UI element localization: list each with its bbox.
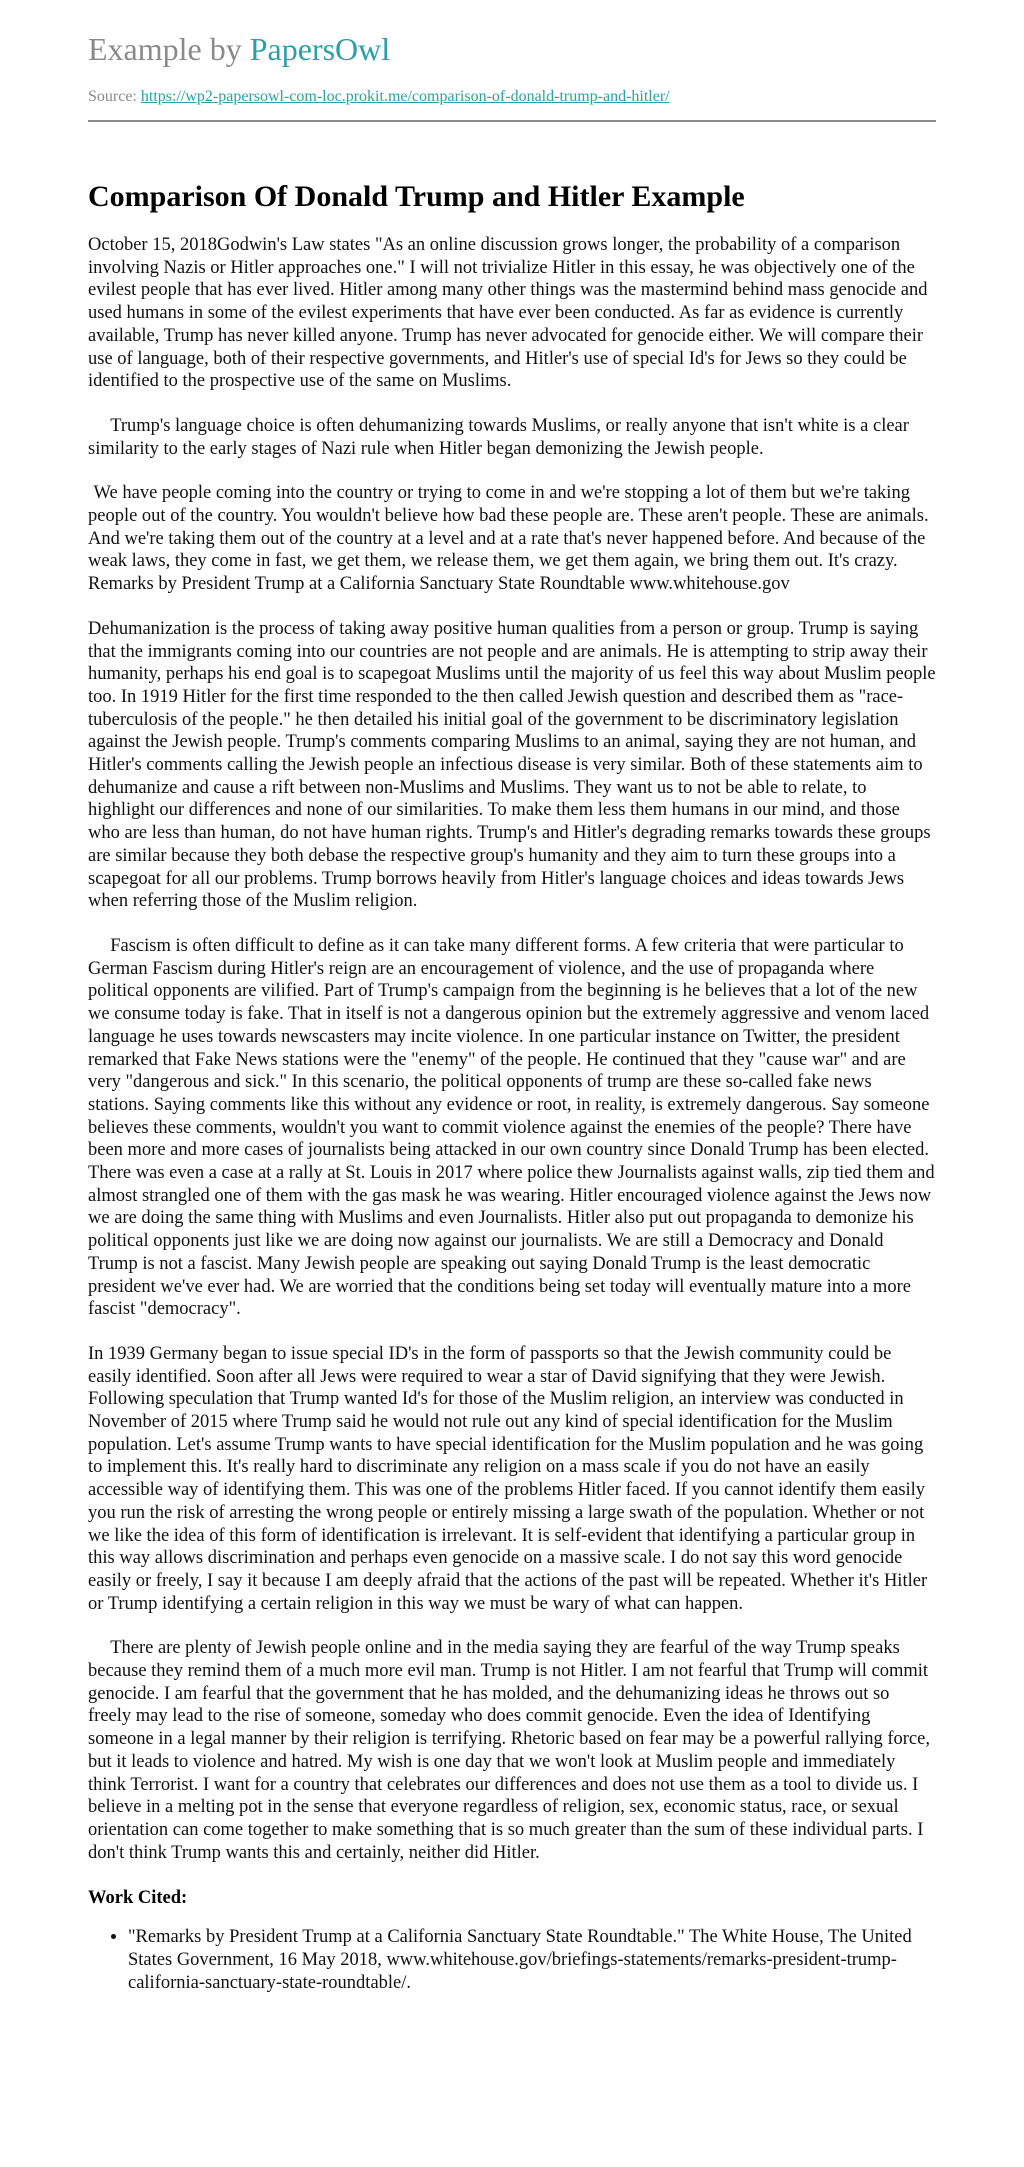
article-title: Comparison Of Donald Trump and Hitler Example bbox=[88, 180, 745, 213]
works-cited-list bbox=[88, 1926, 936, 1994]
paragraph-intro: October 15, 2018Godwin's Law states "As an online discussion grows longer, the probability of a comparison involving Nazis or Hitler approaches one." I will not trivialize Hitler in this essay, he was objectively one of the evilest people that has ever lived. Hitler among many other things was the mastermind behind mass genocide and used humans in some of the evilest experiments that have ever been conducted. As far as evidence is currently available, Trump has never killed anyone. Trump has never advocated for genocide either. We will compare their use of language, both of their respective governments, and Hitler's use of special Id's for Jews so they could be identified to the prospective use of the same on Muslims. bbox=[88, 235, 928, 392]
brand-header bbox=[88, 26, 936, 72]
brand-name[interactable]: PapersOwl bbox=[249, 31, 391, 67]
source-line bbox=[88, 86, 936, 108]
paragraph-fascism: Fascism is often difficult to define as it can take many different forms. A few criteria that were particular to German Fascism during Hitler's reign are an encouragement of violence, and the use of propaganda where political opponents are vilified. Part of Trump's campaign from the beginning is he believes that a lot of the new we consume today is fake. That in itself is not a dangerous opinion but the extremely aggressive and venom laced language he uses towards newscasters may incite violence. In one particular instance on Twitter, the president remarked that Fake News stations were the "enemy" of the people. He continued that they "cause war" and are very "dangerous and sick." In this scenario, the political opponents of trump are these so-called fake news stations. Saying comments like this without any evidence or root, in reality, is extremely dangerous. Say someone believes these comments, wouldn't you want to commit violence against the enemies of the people? There have been more and more cases of journalists being attacked in our own country since Donald Trump has been elected. There was even a case at a rally at St. Louis in 2017 where police thew Journalists against walls, zip tied them and almost strangled one of them with the gas mask he was wearing. Hitler encouraged violence against the Jews now we are doing the same thing with Muslims and even Journalists. Hitler also put out propaganda to demonize his political opponents just like we are doing now against our journalists. We are still a Democracy and Donald Trump is not a fascist. Many Jewish people are speaking out saying Donald Trump is the least democratic president we've ever had. We are worried that the conditions being set today will eventually mature into a more fascist "democracy". bbox=[88, 935, 935, 1320]
paragraph-identification: In 1939 Germany began to issue special ID's in the form of passports so that the Jewish community could be easily identified. Soon after all Jews were required to wear a star of David signifying that they were Jewish. Following speculation that Trump wanted Id's for those of the Muslim religion, an interview was conducted in November of 2015 where Trump said he would not rule out any kind of special identification for the Muslim population. Let's assume Trump wants to have special identification for the Muslim population and he was going to implement this. It's really hard to discriminate any religion on a mass scale if you do not have an easily accessible way of identifying them. This was one of the problems Hitler faced. If you cannot identify them easily you run the risk of arresting the wrong people or entirely missing a large swath of the population. Whether or not we like the idea of this form of identification is irrelevant. It is self-evident that identifying a particular group in this way allows discrimination and perhaps even genocide on a massive scale. I do not say this word genocide easily or freely, I say it because I am deeply afraid that the actions of the past will be repeated. Whether it's Hitler or Trump identifying a certain religion in this way we must be wary of what can happen. bbox=[88, 1343, 928, 1614]
paragraph-dehumanization: Dehumanization is the process of taking away positive human qualities from a person or group. Trump is saying that the immigrants coming into our countries are not people and are animals. He is attempting to strip away their humanity, perhaps his end goal is to scapegoat Muslims until the majority of us feel this way about Muslim people too. In 1919 Hitler for the first time responded to the then called Jewish question and described them as "race-tuberculosis of the people." he then detailed his initial goal of the government to be discriminatory legislation against the Jewish people. Trump's comments comparing Muslims to an animal, saying they are not human, and Hitler's comments calling the Jewish people an infectious disease is very similar. Both of these statements aim to dehumanize and cause a rift between non-Muslims and Muslims. They want us to not be able to relate, to highlight our differences and none of our similarities. To make them less them humans in our mind, and those who are less than human, do not have human rights. Trump's and Hitler's degrading remarks towards these groups are similar because they both debase the respective group's humanity and they aim to turn these groups into a scapegoat for all our problems. Trump borrows heavily from Hitler's language choices and ideas towards Jews when referring those of the Muslim religion. bbox=[88, 618, 936, 912]
brand-prefix: Example by bbox=[88, 31, 250, 67]
works-cited-item: • "Remarks by President Trump at a California Sanctuary State Roundtable." The White House, The United States Government, 16 May 2018, www.whitehouse.gov/briefings-statements/remarks-president-trump-california-sanctuary-state-roundtable/. bbox=[128, 1926, 936, 1994]
source-label: Source: bbox=[88, 88, 141, 105]
paragraph-quote: We have people coming into the country or trying to come in and we're stopping a lot of them but we're taking people out of the country. You wouldn't believe how bad these people are. These aren't people. These are animals. And we're taking them out of the country at a level and at a rate that's never happened before. And because of the weak laws, they come in fast, we get them, we release them, we get them again, we bring them out. It's crazy. Remarks by President Trump at a California Sanctuary State Roundtable www.whitehouse.gov bbox=[88, 483, 929, 595]
paragraph-conclusion: There are plenty of Jewish people online and in the media saying they are fearful of the way Trump speaks because they remind them of a much more evil man. Trump is not Hitler. I am not fearful that Trump will commit genocide. I am fearful that the government that he has molded, and the dehumanizing ideas he throws out so freely may lead to the rise of someone, someday who does commit genocide. Even the idea of Identifying someone in a legal manner by their religion is terrifying. Rhetoric based on fear may be a powerful rallying force, but it leads to violence and hatred. My wish is one day that we won't look at Muslim people and immediately think Terrorist. I want for a country that celebrates our differences and does not use them as a tool to divide us. I believe in a melting pot in the sense that everyone regardless of religion, sex, economic status, race, or sexual orientation can come together to make something that is so much greater than the sum of these individual parts. I don't think Trump wants this and certainly, neither did Hitler. bbox=[88, 1638, 930, 1863]
paragraph-language: Trump's language choice is often dehumanizing towards Muslims, or really anyone that isn't white is a clear similarity to the early stages of Nazi rule when Hitler began demonizing the Jewish people. bbox=[88, 415, 909, 459]
article-body bbox=[88, 234, 936, 1995]
header-divider bbox=[88, 120, 936, 122]
source-link[interactable]: https://wp2-papersowl-com-loc.prokit.me/comparison-of-donald-trump-and-hitler/ bbox=[140, 88, 670, 105]
works-cited-heading: Work Cited: bbox=[88, 1888, 188, 1909]
